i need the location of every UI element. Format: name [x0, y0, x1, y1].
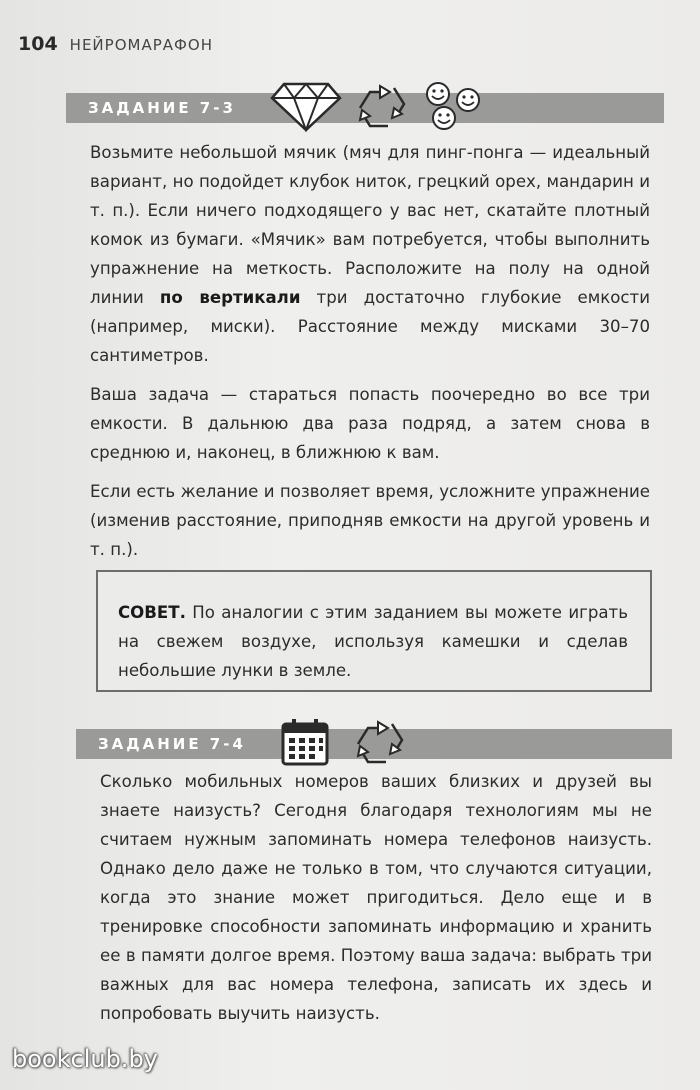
- book-title: НЕЙРОМАРАФОН: [69, 36, 214, 54]
- page-number: 104: [18, 33, 58, 55]
- paragraph-text: Возьмите небольшой мячик (мяч для пинг-понга — идеальный вариант, но подойдет клубок ниток, грецкий орех, мандарин и т. п.). Если ничего подходящего у вас нет, скатайте плотный комок из бумаги. «Мячик» вам потребуется, чтобы выполнить упражнение на меткость. Расположите на полу на одной линии: [90, 143, 650, 307]
- task-7-4-icons: [280, 716, 410, 768]
- calendar-icon: [280, 717, 330, 767]
- emphasis-text: по вертикали: [159, 288, 301, 307]
- tip-text: [118, 598, 628, 685]
- running-head: [18, 33, 213, 57]
- watermark-text: bookclub.by: [12, 1045, 158, 1073]
- task-7-3-body: [90, 138, 650, 574]
- task-7-3-icons: [270, 80, 486, 132]
- task-7-3-paragraph-1: [90, 138, 650, 370]
- diamond-icon: [270, 80, 342, 132]
- task-7-4-body: [100, 767, 652, 1038]
- task-7-3-paragraph-3: Если есть желание и позволяет время, усложните упражнение (изменив расстояние, приподняв емкости на другой уровень и т. п.).: [90, 482, 650, 559]
- task-7-4-paragraph-1: Сколько мобильных номеров ваших близких и друзей вы знаете наизусть? Сегодня благодаря технологиям мы не считаем нужным запоминать номера телефонов наизусть. Однако дело даже не только в том, что случаются ситуации, когда это знание может пригодиться. Дело еще и в тренировке способности запоминать информацию и хранить ее в памяти долгое время. Поэтому ваша задача: выбрать три важных для вас номера телефона, записать их здесь и попробовать выучить наизусть.: [100, 772, 652, 1023]
- smiley-faces-icon: [422, 80, 486, 132]
- recycle-arrows-icon: [352, 80, 412, 132]
- task-7-3-title: ЗАДАНИЕ 7-3: [88, 99, 236, 117]
- paragraph-text: три достаточно глубокие емкости (например, миски). Расстояние между мисками 30–70 сантиметров.: [90, 288, 650, 365]
- recycle-arrows-icon: [350, 716, 410, 768]
- task-7-4-title: ЗАДАНИЕ 7-4: [98, 735, 246, 753]
- task-7-3-paragraph-2: Ваша задача — стараться попасть поочередно во все три емкости. В дальнюю два раза подряд, а затем снова в среднюю и, наконец, в ближнюю к вам.: [90, 385, 650, 462]
- tip-label: СОВЕТ.: [118, 603, 186, 622]
- tip-body: По аналогии с этим заданием вы можете играть на свежем воздухе, используя камешки и сделав небольшие лунки в земле.: [118, 603, 628, 680]
- tip-box: [96, 570, 652, 692]
